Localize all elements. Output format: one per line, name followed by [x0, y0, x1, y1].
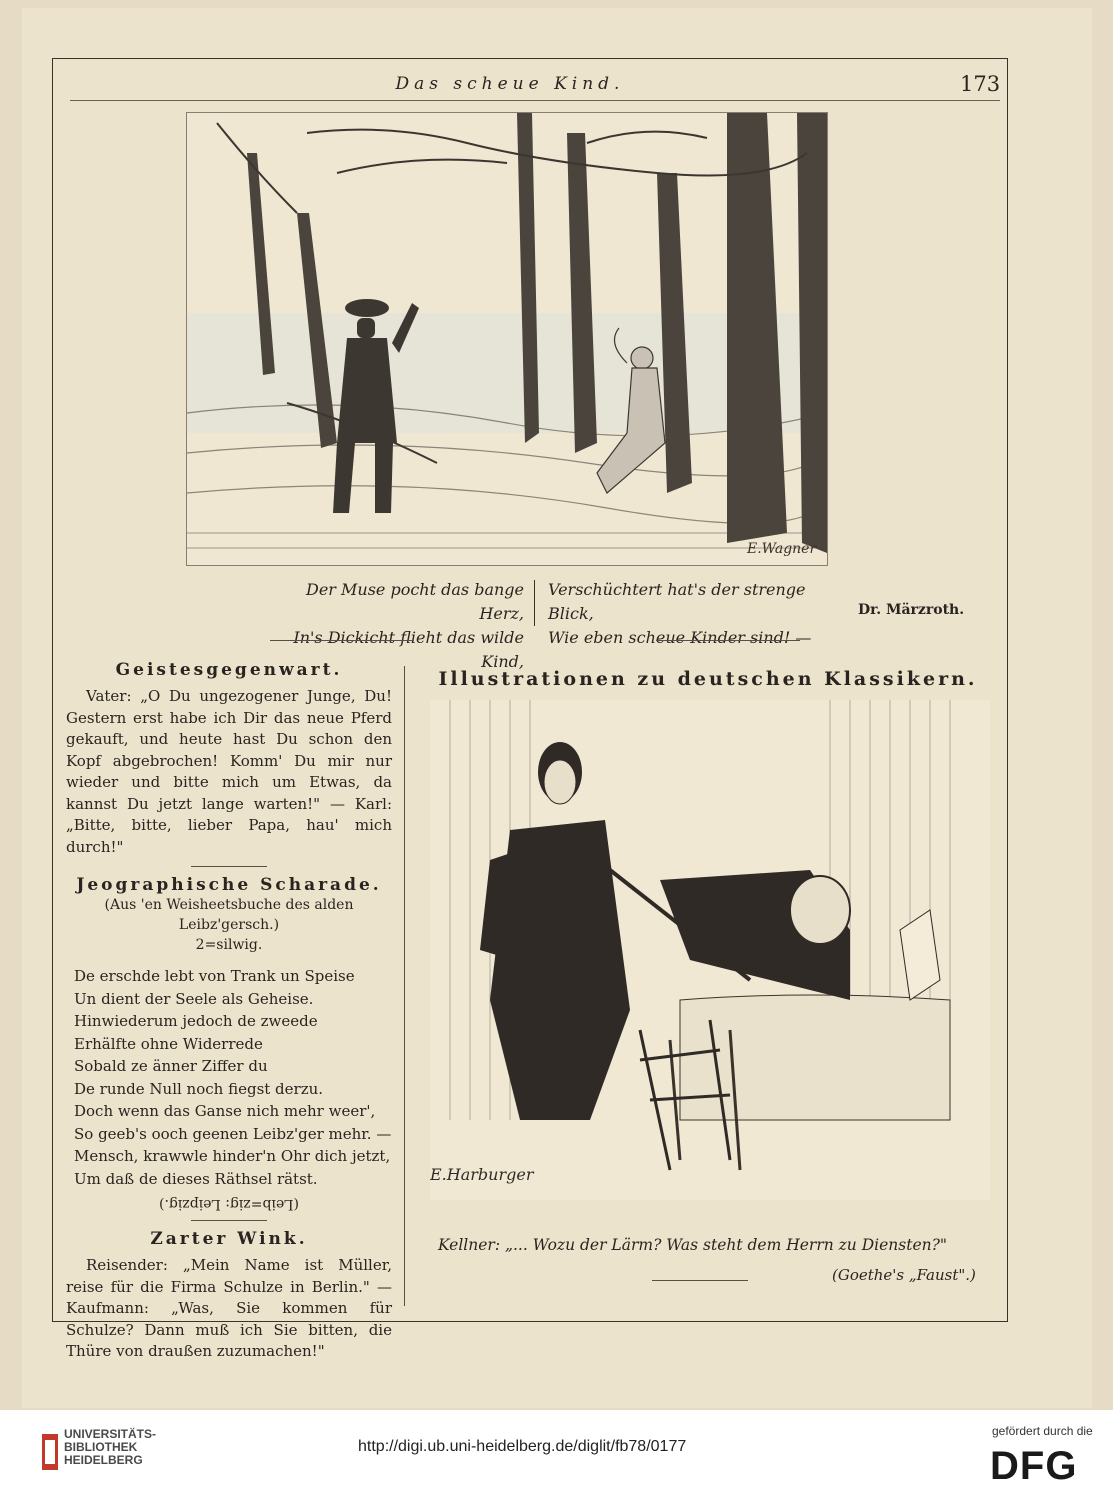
classics-heading: Illustrationen zu deutschen Klassikern.	[438, 668, 978, 690]
column-divider	[404, 666, 405, 1306]
forest-signature: E.Wagner	[747, 541, 817, 557]
source-url-link[interactable]: http://digi.ub.uni-heidelberg.de/diglit/fb78/0177	[358, 1438, 687, 1455]
left-column	[66, 660, 392, 1363]
charade-poem	[74, 965, 392, 1190]
poem-line: Un dient der Seele als Geheise.	[74, 989, 314, 1008]
header-rule	[70, 100, 1000, 101]
page-number: 173	[960, 72, 1001, 96]
funded-by-label: gefördert durch die	[992, 1424, 1093, 1438]
poem-line: Um daß de dieses Räthsel rätst.	[74, 1169, 318, 1188]
charade-subtitle: (Aus 'en Weisheetsbuche des alden Leibz'gersch.)	[104, 897, 354, 933]
zarter-wink-heading: Zarter Wink.	[150, 1229, 308, 1249]
poem-line: So geeb's ooch geenen Leibz'ger mehr. —	[74, 1124, 392, 1143]
caption-right-line: Verschüchtert hat's der strenge Blick,	[548, 580, 806, 623]
dfg-logo[interactable]: DFG	[990, 1444, 1078, 1488]
section-rule-left	[270, 640, 414, 641]
cartoon-engraving	[430, 700, 990, 1200]
poem-line: De runde Null noch fiegst derzu.	[74, 1079, 324, 1098]
zarter-wink-text: Reisender: „Mein Name ist Müller, reise für die Firma Schulze in Berlin." — Kaufmann: „Was, Sie kommen für Schulze? Dann muß ich Sie bitten, die Thüre von draußen zuzumachen!"	[66, 1256, 392, 1360]
university-name[interactable]: UNIVERSITÄTS- BIBLIOTHEK HEIDELBERG	[64, 1427, 157, 1467]
charade-solution: (Leib=zig: Leipzig.)	[159, 1196, 299, 1212]
poem-line: Sobald ze änner Ziffer du	[74, 1057, 268, 1075]
short-rule	[191, 866, 267, 867]
charade-syllables: 2=silwig.	[195, 937, 263, 953]
page-header-title: Das scheue Kind.	[395, 74, 625, 94]
cartoon-signature: E.Harburger	[430, 1165, 534, 1184]
geistesgegenwart-text: Vater: „O Du ungezogener Junge, Du! Gestern erst habe ich Dir das neue Pferd gekauft, und heute hast Du schon den Kopf abgebrochen! Komm' Du mir nur wieder und bitte mich um Etwas, da kannst Du jetzt lange warten!" — Karl: „Bitte, bitte, lieber Papa, hau' mich durch!"	[66, 687, 392, 856]
kellner-caption: Kellner: „... Wozu der Lärm? Was steht dem Herrn zu Diensten?"	[438, 1236, 948, 1254]
short-rule-right	[652, 1280, 748, 1281]
university-logo-icon	[40, 1432, 60, 1472]
geistesgegenwart-heading: Geistesgegenwart.	[115, 660, 343, 680]
poem-line: De erschde lebt von Trank un Speise	[74, 967, 355, 985]
forest-engraving	[187, 113, 827, 565]
goethe-source: (Goethe's „Faust".)	[832, 1266, 976, 1284]
poem-line: Erhälfte ohne Widerrede	[74, 1034, 263, 1053]
short-rule	[191, 1220, 267, 1221]
section-rule-right	[656, 640, 800, 641]
caption-right-line: Wie eben scheue Kinder sind! —	[548, 628, 812, 647]
faust-cartoon	[430, 700, 990, 1200]
poem-line: Hinwiederum jedoch de zweede	[74, 1012, 318, 1030]
caption-author: Dr. Märzroth.	[858, 602, 965, 618]
caption-left-line: Der Muse pocht das bange Herz,	[305, 580, 524, 623]
poem-line: Mensch, krawwle hinder'n Ohr dich jetzt,	[74, 1147, 391, 1165]
caption-left-line: In's Dickicht flieht das wilde Kind,	[293, 628, 524, 671]
forest-illustration	[186, 112, 828, 566]
charade-heading: Jeographische Scharade.	[76, 875, 382, 895]
caption-divider	[534, 580, 535, 626]
poem-line: Doch wenn das Ganse nich mehr weer',	[74, 1102, 376, 1120]
footer-bar	[0, 1410, 1113, 1496]
